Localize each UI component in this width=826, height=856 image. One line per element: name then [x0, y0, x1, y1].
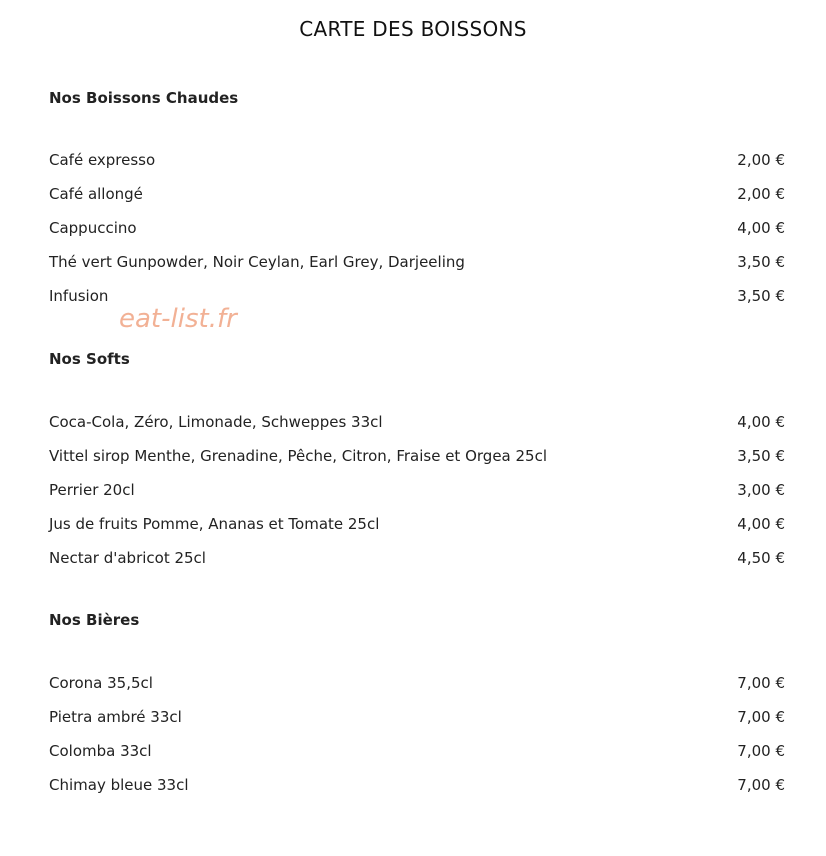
item-name: Thé vert Gunpowder, Noir Ceylan, Earl Grey, Darjeeling: [49, 253, 465, 271]
watermark: eat-list.fr: [119, 304, 237, 334]
section-title-boissons-chaudes: Nos Boissons Chaudes: [49, 89, 239, 107]
menu-item: [49, 411, 785, 433]
item-price: 7,00 €: [737, 776, 785, 794]
item-price: 3,00 €: [737, 481, 785, 499]
item-name: Colomba 33cl: [49, 742, 152, 760]
menu-item: [49, 445, 785, 467]
menu-item: [49, 217, 785, 239]
item-name: Pietra ambré 33cl: [49, 708, 182, 726]
item-name: Nectar d'abricot 25cl: [49, 549, 206, 567]
menu-item: [49, 513, 785, 535]
item-price: 7,00 €: [737, 708, 785, 726]
menu-item: [49, 672, 785, 694]
menu-item: [49, 183, 785, 205]
item-price: 3,50 €: [737, 287, 785, 305]
menu-item: [49, 740, 785, 762]
item-price: 2,00 €: [737, 151, 785, 169]
menu-item: [49, 706, 785, 728]
item-price: 4,00 €: [737, 219, 785, 237]
item-price: 4,00 €: [737, 413, 785, 431]
item-name: Café allongé: [49, 185, 143, 203]
item-price: 4,50 €: [737, 549, 785, 567]
item-name: Jus de fruits Pomme, Ananas et Tomate 25cl: [49, 515, 380, 533]
item-name: Vittel sirop Menthe, Grenadine, Pêche, Citron, Fraise et Orgea 25cl: [49, 447, 548, 465]
item-price: 4,00 €: [737, 515, 785, 533]
item-name: Café expresso: [49, 151, 156, 169]
item-name: Corona 35,5cl: [49, 674, 153, 692]
item-price: 2,00 €: [737, 185, 785, 203]
item-name: Perrier 20cl: [49, 481, 135, 499]
item-price: 7,00 €: [737, 674, 785, 692]
item-price: 7,00 €: [737, 742, 785, 760]
item-price: 3,50 €: [737, 447, 785, 465]
menu-item: [49, 149, 785, 171]
section-title-bieres: Nos Bières: [49, 611, 140, 629]
page-title: CARTE DES BOISSONS: [299, 17, 527, 41]
menu-item: [49, 774, 785, 796]
menu-item: [49, 479, 785, 501]
item-name: Coca-Cola, Zéro, Limonade, Schweppes 33cl: [49, 413, 383, 431]
item-name: Cappuccino: [49, 219, 137, 237]
item-name: Chimay bleue 33cl: [49, 776, 189, 794]
item-name: Infusion: [49, 287, 109, 305]
item-price: 3,50 €: [737, 253, 785, 271]
section-title-softs: Nos Softs: [49, 350, 130, 368]
menu-item: [49, 251, 785, 273]
menu-item: [49, 547, 785, 569]
